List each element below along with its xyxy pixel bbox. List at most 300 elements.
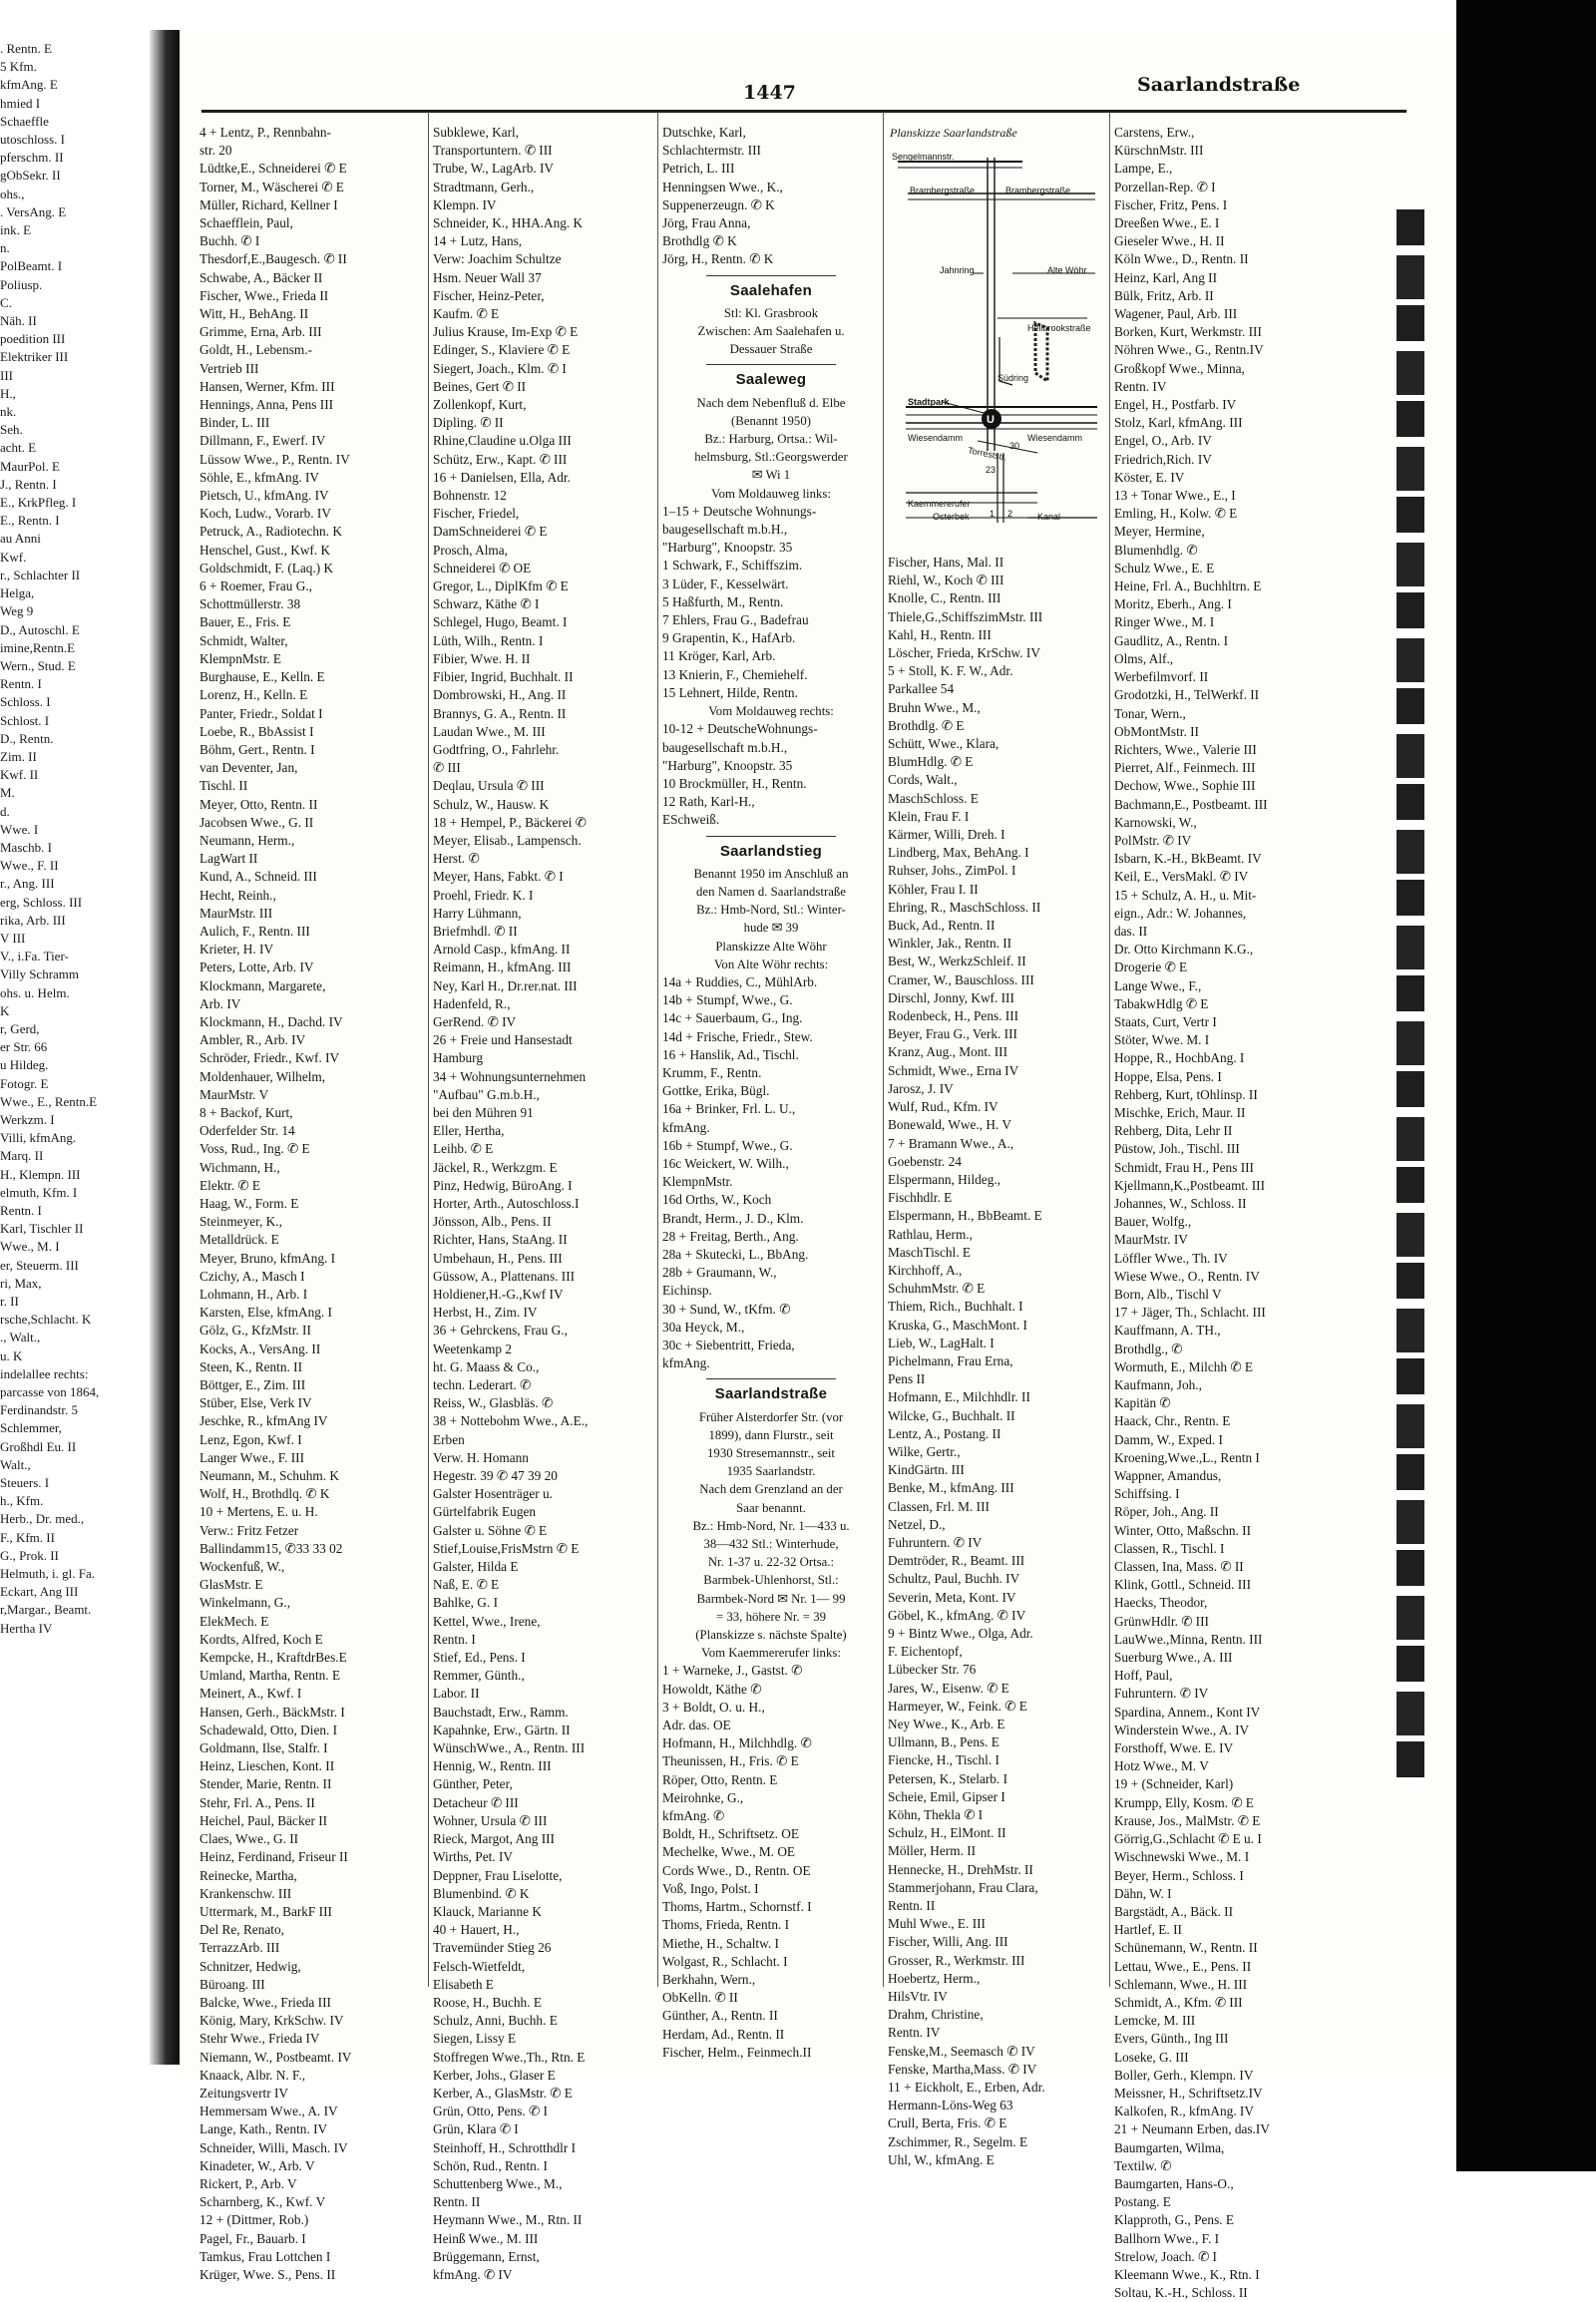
directory-entry: Ehring, R., MaschSchloss. II: [888, 899, 1041, 915]
gutter-text-line: Kwf. II: [0, 767, 39, 783]
gutter-text-line: Seh.: [0, 422, 23, 438]
directory-entry: Rathlau, Herm.,: [888, 1226, 973, 1242]
directory-entry: Isbarn, K.-H., BkBeamt. IV: [1114, 851, 1262, 867]
gutter-text-line: V., i.Fa. Tier-: [0, 949, 69, 964]
directory-entry: Aulich, F., Rentn. III: [200, 923, 310, 939]
directory-entry: Spardina, Annem., Kont IV: [1114, 1704, 1261, 1720]
directory-entry: Lampe, E.,: [1114, 161, 1173, 177]
gutter-text-line: pferschm. II: [0, 150, 64, 166]
directory-entry: Fischer, Wwe., Frieda II: [200, 287, 329, 303]
directory-entry: Hecht, Reinh.,: [200, 887, 276, 903]
directory-entry: Blumenbind. ✆ K: [433, 1885, 530, 1901]
directory-entry: Hoff, Paul,: [1114, 1668, 1173, 1684]
directory-entry: ✆ III: [433, 760, 461, 776]
directory-entry: Bahlke, G. I: [433, 1595, 498, 1611]
directory-entry: Subklewe, Karl,: [433, 125, 520, 140]
directory-entry: Jörg, Frau Anna,: [662, 215, 751, 231]
directory-entry: 18 + Hempel, P., Bäckerei ✆: [433, 814, 587, 830]
directory-entry: 9 Grapentin, K., HafArb.: [662, 630, 796, 646]
directory-entry: Travemünder Stieg 26: [433, 1940, 552, 1956]
directory-entry: Eichinsp.: [662, 1283, 712, 1299]
directory-entry: Schröder, Friedr., Kwf. IV: [200, 1050, 340, 1066]
directory-entry: Carstens, Erw.,: [1114, 125, 1195, 140]
directory-entry: 34 + Wohnungsunternehmen: [433, 1068, 587, 1084]
directory-entry: Severin, Meta, Kont. IV: [888, 1589, 1016, 1605]
directory-entry: Forsthoff, Wwe. E. IV: [1114, 1740, 1234, 1756]
directory-entry: Heinz, Ferdinand, Friseur II: [200, 1849, 348, 1865]
directory-entry: Fischer, Helm., Feinmech.II: [662, 2044, 812, 2060]
directory-entry: 7 + Bramann Wwe., A.,: [888, 1135, 1014, 1151]
directory-entry: Hennecke, H., DrehMstr. II: [888, 1861, 1033, 1877]
directory-entry: Klockmann, Margarete,: [200, 977, 326, 993]
description-line: helmsburg, Stl.:Georgswerder: [694, 450, 848, 465]
directory-entry: LagWart II: [200, 851, 258, 867]
directory-entry: Schulz, H., ElMont. II: [888, 1825, 1006, 1841]
gutter-text-line: r, Gerd,: [0, 1020, 40, 1036]
directory-entry: 11 Kröger, Karl, Arb.: [662, 648, 776, 664]
directory-entry: Wormuth, E., Milchh ✆ E: [1114, 1358, 1253, 1374]
directory-entry: Böhm, Gert., Rentn. I: [200, 741, 315, 757]
directory-entry: Damm, W., Exped. I: [1114, 1431, 1223, 1447]
directory-entry: 16d Orths, W., Koch: [662, 1192, 772, 1208]
directory-entry: Wilke, Gertr.,: [888, 1443, 961, 1459]
directory-entry: Stolz, Karl, kfmAng. III: [1114, 415, 1243, 431]
directory-entry: Classen, R., Tischl. I: [1114, 1540, 1225, 1556]
directory-entry: Meyer, Bruno, kfmAng. I: [200, 1250, 336, 1266]
directory-entry: Pierret, Alf., Feinmech. III: [1114, 760, 1256, 776]
column-separator: [657, 112, 658, 1987]
directory-entry: Schlachtermstr. III: [662, 143, 761, 159]
directory-entry: Muhl Wwe., E. III: [888, 1916, 986, 1932]
directory-entry: Stief, Ed., Pens. I: [433, 1650, 526, 1666]
directory-entry: Elektr. ✆ E: [200, 1177, 260, 1193]
directory-entry: Hsm. Neuer Wall 37: [433, 269, 542, 285]
directory-entry: Schön, Rud., Rentn. I: [433, 2157, 548, 2173]
gutter-text-line: ohs. u. Helm.: [0, 984, 70, 1000]
directory-entry: Richters, Wwe., Valerie III: [1114, 741, 1257, 757]
gutter-text-line: erg, Schloss. III: [0, 894, 83, 910]
directory-entry: Fenske, Martha,Mass. ✆ IV: [888, 2061, 1037, 2077]
directory-entry: Bauer, E., Fris. E: [200, 614, 291, 630]
gutter-text-line: r. II: [0, 1294, 19, 1310]
gutter-text-line: r., Ang. III: [0, 876, 55, 892]
directory-entry: Rieck, Margot, Ang III: [433, 1831, 555, 1847]
page-edge-strip: [1396, 209, 1424, 1785]
directory-entry: 16c Weickert, W. Wilh.,: [662, 1155, 789, 1171]
header-rule: [201, 110, 1406, 113]
directory-entry: Howoldt, Käthe ✆: [662, 1681, 762, 1697]
directory-entry: Langer Wwe., F. III: [200, 1449, 305, 1465]
section-divider: [706, 364, 837, 365]
description-line: = 33, höhere Nr. = 39: [715, 1609, 827, 1624]
directory-entry: Lemcke, M. III: [1114, 2013, 1196, 2029]
directory-entry: Textilw. ✆: [1114, 2157, 1172, 2173]
directory-entry: Deppner, Frau Liselotte,: [433, 1867, 563, 1883]
directory-entry: Boller, Gerh., Klempn. IV: [1114, 2067, 1254, 2083]
directory-entry: das. II: [1114, 923, 1148, 939]
directory-entry: Stradtmann, Gerh.,: [433, 179, 535, 194]
section-description: [662, 304, 880, 359]
directory-entry: Petrich, L. III: [662, 161, 735, 177]
description-line: 1930 Stresemannstr., seit: [707, 1446, 835, 1461]
directory-entry: 12 Rath, Karl-H.,: [662, 794, 755, 810]
directory-entry: Tonar, Wern.,: [1114, 705, 1186, 721]
directory-entry: Krankenschw. III: [200, 1885, 292, 1901]
directory-entry: Eller, Hertha,: [433, 1123, 505, 1139]
directory-entry: PolMstr. ✆ IV: [1114, 832, 1192, 848]
directory-entry: ObMontMstr. II: [1114, 723, 1199, 739]
directory-entry: Winderstein Wwe., A. IV: [1114, 1722, 1250, 1737]
directory-entry: Friedrich,Rich. IV: [1114, 451, 1212, 467]
directory-entry: Brothdlg., ✆: [1114, 1341, 1183, 1356]
directory-entry: Soltau, K.-H., Schloss. II: [1114, 2285, 1248, 2301]
directory-entry: Neumann, M., Schuhm. K: [200, 1468, 339, 1484]
directory-entry: Tischl. II: [200, 778, 248, 794]
directory-entry: Krause, Jos., MalMstr. ✆ E: [1114, 1812, 1261, 1828]
directory-entry: Meyer, Hermine,: [1114, 524, 1205, 540]
directory-entry: Arnold Casp., kfmAng. II: [433, 942, 571, 958]
directory-entry: Wichmann, H.,: [200, 1159, 280, 1175]
directory-entry: Mechelke, Wwe., M. OE: [662, 1844, 796, 1860]
directory-entry: Ruhser, Johs., ZimPol. I: [888, 863, 1016, 879]
directory-entry: Köhler, Frau I. II: [888, 881, 979, 897]
directory-entry: Dombrowski, H., Ang. II: [433, 687, 567, 703]
gutter-text-line: Helmuth, i. gl. Fa.: [0, 1566, 95, 1582]
directory-entry: Bargstädt, A., Bäck. II: [1114, 1903, 1234, 1919]
directory-entry: Püstow, Joh., Tischl. III: [1114, 1141, 1240, 1157]
gutter-text-line: Kwf.: [0, 549, 27, 565]
directory-entry: str. 20: [200, 143, 232, 159]
gutter-text-line: utoschloss. I: [0, 132, 65, 148]
directory-entry: Fiencke, H., Tischl. I: [888, 1752, 999, 1768]
directory-entry: 26 + Freie und Hansestadt: [433, 1032, 573, 1048]
gutter-text-line: V III: [0, 930, 26, 946]
description-line: Nach dem Grenzland an der: [699, 1482, 843, 1497]
directory-entry: Demtröder, R., Beamt. III: [888, 1553, 1025, 1569]
directory-entry: Wirths, Pet. IV: [433, 1849, 513, 1865]
directory-entry: Harry Lühmann,: [433, 905, 522, 921]
directory-entry: 7 Ehlers, Frau G., Badefrau: [662, 612, 809, 628]
directory-entry: Böttger, E., Zim. III: [200, 1377, 306, 1393]
directory-entry: Kerber, A., GlasMstr. ✆ E: [433, 2085, 573, 2101]
directory-entry: KürschnMstr. III: [1114, 143, 1204, 159]
directory-entry: Hoppe, R., HochbAng. I: [1114, 1050, 1245, 1066]
gutter-text-line: Walt.,: [0, 1456, 31, 1472]
directory-entry: Thiem, Rich., Buchhalt. I: [888, 1299, 1023, 1315]
gutter-text-line: MaurPol. E: [0, 458, 60, 474]
description-line: ✉ Wi 1: [751, 468, 791, 483]
column-1: [200, 124, 425, 2282]
directory-entry: Kleemann Wwe., K., Rtn. I: [1114, 2266, 1260, 2282]
directory-entry: Schnitzer, Hedwig,: [200, 1958, 301, 1974]
entry-list: [662, 124, 880, 269]
directory-entry: Kettel, Wwe., Irene,: [433, 1613, 541, 1629]
directory-entry: Goldt, H., Lebensm.-: [200, 342, 313, 358]
section-heading-saarlandstrasse: Saarlandstraße: [714, 1385, 828, 1403]
previous-page-edge-text: [0, 40, 150, 2035]
directory-entry: Fenske,M., Seemasch ✆ IV: [888, 2043, 1035, 2059]
directory-entry: Lange, Kath., Rentn. IV: [200, 2121, 328, 2137]
running-street-title: Saarlandstraße: [1137, 74, 1301, 96]
entry-list: [200, 124, 425, 2284]
directory-entry: Fischhdlr. E: [888, 1190, 953, 1206]
map-label: Wiesendamm: [908, 433, 964, 443]
directory-entry: Kempcke, H., KraftdrBes.E: [200, 1650, 347, 1666]
directory-entry: Proehl, Friedr. K. I: [433, 887, 534, 903]
directory-entry: Kocks, A., VersAng. II: [200, 1341, 321, 1356]
directory-entry: Jares, W., Eisenw. ✆ E: [888, 1680, 1009, 1696]
directory-entry: Meyer, Hans, Fabkt. ✆ I: [433, 869, 564, 885]
directory-entry: Buck, Ad., Rentn. II: [888, 918, 996, 934]
directory-entry: Burghause, E., Kelln. E: [200, 669, 325, 685]
directory-entry: Kalkofen, R., kfmAng. IV: [1114, 2104, 1254, 2119]
gutter-text-line: C.: [0, 294, 12, 310]
gutter-text-line: Großhdl Eu. II: [0, 1438, 77, 1454]
gutter-text-line: acht. E: [0, 440, 37, 456]
directory-entry: Bonewald, Wwe., H. V: [888, 1117, 1011, 1133]
gutter-text-line: Wwe., M. I: [0, 1239, 60, 1255]
directory-entry: Kroening,Wwe.,L., Rentn I: [1114, 1449, 1260, 1465]
directory-entry: Stammerjohann, Frau Clara,: [888, 1879, 1038, 1895]
directory-entry: Kaufmann, Joh.,: [1114, 1377, 1202, 1393]
directory-entry: Fischer, Fritz, Pens. I: [1114, 196, 1228, 212]
map-label: Stadtpark: [908, 397, 950, 407]
directory-entry: Schütt, Wwe., Klara,: [888, 736, 999, 752]
gutter-text-line: Poliusp.: [0, 276, 43, 292]
directory-entry: 16 + Hanslik, Ad., Tischl.: [662, 1046, 799, 1062]
directory-entry: Pinz, Hedwig, BüroAng. I: [433, 1177, 573, 1193]
directory-entry: Fuhruntern. ✆ IV: [888, 1534, 983, 1550]
gutter-text-line: Fotogr. E: [0, 1075, 49, 1091]
directory-entry: Klempn. IV: [433, 196, 497, 212]
directory-entry: Thiele,G.,SchiffszimMstr. III: [888, 608, 1043, 624]
directory-entry: Buchh. ✆ I: [200, 233, 260, 249]
directory-entry: 1 Schwark, F., Schiffszim.: [662, 558, 803, 574]
gutter-text-line: parcasse von 1864,: [0, 1384, 100, 1400]
directory-entry: Ullmann, B., Pens. E: [888, 1734, 999, 1750]
directory-entry: Hotz Wwe., M. V: [1114, 1758, 1209, 1774]
gutter-text-line: Werkzm. I: [0, 1111, 55, 1127]
directory-entry: Miethe, H., Schaltw. I: [662, 1935, 779, 1951]
directory-entry: Schwabe, A., Bäcker II: [200, 269, 323, 285]
description-line: den Namen d. Saarlandstraße: [696, 884, 846, 899]
directory-entry: Schünemann, W., Rentn. II: [1114, 1940, 1258, 1956]
description-line: Vom Moldauweg links:: [711, 486, 831, 501]
description-line: (Benannt 1950): [731, 413, 811, 428]
description-line: Nach dem Nebenfluß d. Elbe: [696, 395, 846, 410]
directory-entry: Wulf, Rud., Kfm. IV: [888, 1099, 998, 1115]
directory-entry: Schmidt, Wwe., Erna IV: [888, 1062, 1019, 1078]
directory-entry: Pens II: [888, 1371, 926, 1387]
directory-entry: Godtfring, O., Fahrlehr.: [433, 741, 560, 757]
directory-entry: Grün, Otto, Pens. ✆ I: [433, 2104, 548, 2119]
directory-entry: Panter, Friedr., Soldat I: [200, 705, 323, 721]
directory-entry: 30a Heyck, M.,: [662, 1319, 745, 1335]
directory-entry: Netzel, D.,: [888, 1516, 946, 1532]
map-label: Sengelmannstr.: [892, 152, 955, 162]
map-caption: Planskizze Saarlandstraße: [890, 126, 1017, 140]
directory-entry: Reiss, W., Glasbläs. ✆: [433, 1395, 554, 1411]
gutter-text-line: Villi, kfmAng.: [0, 1130, 77, 1146]
directory-entry: Rentn. I: [433, 1631, 476, 1647]
directory-entry: 14a + Ruddies, C., MühlArb.: [662, 973, 818, 989]
directory-entry: Brannys, G. A., Rentn. II: [433, 705, 567, 721]
gutter-text-line: E., KrkPfleg. I: [0, 495, 77, 511]
directory-entry: BlumHdlg. ✆ E: [888, 754, 974, 770]
directory-entry: Göbel, K., kfmAng. ✆ IV: [888, 1607, 1026, 1623]
directory-entry: Edinger, S., Klaviere ✆ E: [433, 342, 571, 358]
directory-entry: 5 + Stoll, K. F. W., Adr.: [888, 663, 1013, 679]
directory-entry: Ballindamm15, ✆33 33 02: [200, 1540, 343, 1556]
directory-entry: 21 + Neumann Erben, das.IV: [1114, 2121, 1270, 2137]
directory-entry: Rehberg, Dita, Lehr II: [1114, 1123, 1233, 1139]
directory-entry: Voss, Rud., Ing. ✆ E: [200, 1141, 310, 1157]
directory-entry: Crull, Berta, Fris. ✆ E: [888, 2115, 1007, 2131]
gutter-text-line: . VersAng. E: [0, 203, 67, 219]
directory-entry: Herbst, H., Zim. IV: [433, 1305, 538, 1321]
directory-entry: Schulz, Anni, Buchh. E: [433, 2013, 558, 2029]
directory-entry: 1 + Warneke, J., Gastst. ✆: [662, 1663, 803, 1679]
directory-entry: Oderfelder Str. 14: [200, 1123, 295, 1139]
directory-entry: Schaefflein, Paul,: [200, 215, 293, 231]
map-label: Torreststr.: [967, 445, 1008, 463]
directory-entry: GrünwHdlr. ✆ III: [1114, 1613, 1209, 1629]
directory-entry: Schmidt, Frau H., Pens III: [1114, 1159, 1254, 1175]
directory-entry: Schneider, Willi, Masch. IV: [200, 2139, 348, 2155]
directory-entry: 10-12 + DeutscheWohnungs-: [662, 721, 818, 737]
gutter-text-line: Steuers. I: [0, 1475, 50, 1491]
directory-entry: Günther, A., Rentn. II: [662, 2008, 778, 2024]
gutter-text-line: rika, Arb. III: [0, 912, 66, 928]
directory-entry: Berkhahn, Wern.,: [662, 1971, 756, 1987]
directory-entry: Metalldrück. E: [200, 1232, 279, 1248]
directory-entry: Koch, Ludw., Vorarb. IV: [200, 506, 331, 522]
directory-entry: Petersen, K., Stelarb. I: [888, 1770, 1008, 1786]
directory-entry: Dipling. ✆ II: [433, 415, 504, 431]
gutter-text-line: indelallee rechts:: [0, 1365, 89, 1381]
directory-entry: Knolle, C., Rentn. III: [888, 590, 1001, 606]
directory-entry: Kerber, Johs., Glaser E: [433, 2067, 556, 2083]
gutter-text-line: Marq. II: [0, 1148, 44, 1164]
directory-entry: baugesellschaft m.b.H.,: [662, 522, 788, 538]
directory-entry: Gölz, G., KfzMstr. II: [200, 1323, 311, 1339]
directory-entry: Knaack, Albr. N. F.,: [200, 2067, 306, 2083]
directory-entry: Wockenfuß, W.,: [200, 1559, 285, 1575]
directory-entry: Rentn. IV: [888, 2025, 941, 2041]
directory-entry: 30 + Sund, W., tKfm. ✆: [662, 1301, 791, 1317]
gutter-text-line: kfmAng. E: [0, 77, 58, 93]
directory-entry: MaschTischl. E: [888, 1244, 971, 1260]
directory-entry: Lüssow Wwe., P., Rentn. IV: [200, 451, 350, 467]
directory-entry: 38 + Nottebohm Wwe., A.E.,: [433, 1413, 589, 1429]
column-5: [1114, 124, 1342, 2301]
directory-entry: Krieter, H. IV: [200, 942, 274, 958]
directory-entry: 16 + Danielsen, Ella, Adr.: [433, 469, 571, 485]
directory-entry: TerrazzArb. III: [200, 1940, 280, 1956]
directory-entry: Großkopf Wwe., Minna,: [1114, 360, 1245, 376]
directory-entry: Kaufm. ✆ E: [433, 306, 500, 322]
directory-entry: Leihb. ✆ E: [433, 1141, 494, 1157]
directory-entry: Wolgast, R., Schlacht. I: [662, 1953, 788, 1969]
directory-entry: Köln Wwe., D., Rentn. II: [1114, 251, 1249, 267]
gutter-text-line: er Str. 66: [0, 1039, 48, 1055]
directory-entry: Schneider, K., HHA.Ang. K: [433, 215, 584, 231]
directory-entry: Löscher, Frieda, KrSchw. IV: [888, 645, 1040, 661]
gutter-text-line: ., Walt.,: [0, 1330, 41, 1345]
directory-entry: Naß, E. ✆ E: [433, 1577, 500, 1593]
section-heading-saalehafen: Saalehafen: [729, 281, 813, 299]
directory-entry: Heinß Wwe., M. III: [433, 2230, 539, 2246]
entry-list: [433, 124, 654, 2284]
directory-entry: Grodotzki, H., TelWerkf. II: [1114, 687, 1260, 703]
gutter-text-line: D., Autoschl. E: [0, 621, 80, 637]
directory-entry: 15 + Schulz, A. H., u. Mit-: [1114, 887, 1257, 903]
directory-entry: Hofmann, E., Milchhdlr. II: [888, 1389, 1030, 1405]
directory-entry: Porzellan-Rep. ✆ I: [1114, 179, 1216, 194]
directory-entry: MaurMstr. V: [200, 1086, 269, 1102]
directory-entry: Schneiderei ✆ OE: [433, 560, 532, 576]
directory-entry: Rentn. II: [433, 2194, 481, 2210]
directory-entry: Vertrieb III: [200, 360, 259, 376]
directory-entry: Lenz, Egon, Kwf. I: [200, 1431, 302, 1447]
directory-entry: Lüth, Wilh., Rentn. I: [433, 632, 544, 648]
map-label: Südring: [998, 373, 1029, 383]
directory-entry: Dutschke, Karl,: [662, 125, 746, 140]
directory-entry: Schwarz, Käthe ✆ I: [433, 596, 540, 612]
directory-entry: Hegestr. 39 ✆ 47 39 20: [433, 1468, 558, 1484]
directory-entry: Brandt, Herm., J. D., Klm.: [662, 1210, 804, 1226]
directory-entry: Felsch-Wietfeldt,: [433, 1958, 526, 1974]
scan-dark-border: [1456, 0, 1596, 2171]
directory-entry: Winkler, Jak., Rentn. II: [888, 936, 1012, 952]
gutter-text-line: Rentn. I: [0, 676, 42, 692]
directory-entry: HilsVtr. IV: [888, 1989, 948, 2005]
directory-entry: Kärmer, Willi, Dreh. I: [888, 827, 1005, 843]
gutter-text-line: r., Schlachter II: [0, 567, 81, 582]
directory-entry: Krüger, Wwe. S., Pens. II: [200, 2266, 336, 2282]
directory-entry: Ringer Wwe., M. I: [1114, 614, 1215, 630]
directory-entry: Thesdorf,E.,Baugesch. ✆ II: [200, 251, 347, 267]
directory-entry: Baumgarten, Wilma,: [1114, 2139, 1225, 2155]
description-line: 1899), dann Flurstr., seit: [708, 1427, 834, 1442]
directory-entry: Weetenkamp 2: [433, 1341, 513, 1356]
gutter-text-line: Weg 9: [0, 603, 34, 619]
gutter-text-line: Schlemmer,: [0, 1420, 62, 1436]
directory-entry: Claes, Wwe., G. II: [200, 1831, 299, 1847]
directory-entry: Cramer, W., Bauschloss. III: [888, 971, 1034, 987]
directory-entry: Köhn, Thekla ✆ I: [888, 1807, 984, 1823]
directory-entry: Brüggemann, Ernst,: [433, 2248, 540, 2264]
map-label: 1: [990, 509, 996, 519]
directory-entry: Heymann Wwe., M., Rtn. II: [433, 2212, 583, 2228]
directory-entry: Bülk, Fritz, Arb. II: [1114, 287, 1214, 303]
directory-entry: Bauer, Wolfg.,: [1114, 1214, 1192, 1230]
directory-entry: Rentn. II: [888, 1898, 936, 1914]
directory-entry: Adr. das. OE: [662, 1718, 731, 1733]
directory-entry: 40 + Hauert, H.,: [433, 1922, 520, 1938]
directory-entry: Lettau, Wwe., E., Pens. II: [1114, 1958, 1252, 1974]
directory-entry: Petruck, A., Radiotechn. K: [200, 524, 342, 540]
directory-entry: SchuhmMstr. ✆ E: [888, 1281, 986, 1297]
directory-entry: 3 Lüder, F., Kesselwärt.: [662, 576, 789, 591]
directory-entry: MaurMstr. IV: [1114, 1232, 1188, 1248]
directory-entry: Haag, W., Form. E: [200, 1195, 299, 1211]
directory-entry: Voß, Ingo, Polst. I: [662, 1880, 759, 1896]
description-line: hude ✉ 39: [743, 921, 799, 936]
directory-entry: Wischnewski Wwe., M. I: [1114, 1849, 1250, 1865]
gutter-text-line: rsche,Schlacht. K: [0, 1312, 92, 1328]
directory-entry: 17 + Jäger, Th., Schlacht. III: [1114, 1305, 1266, 1321]
